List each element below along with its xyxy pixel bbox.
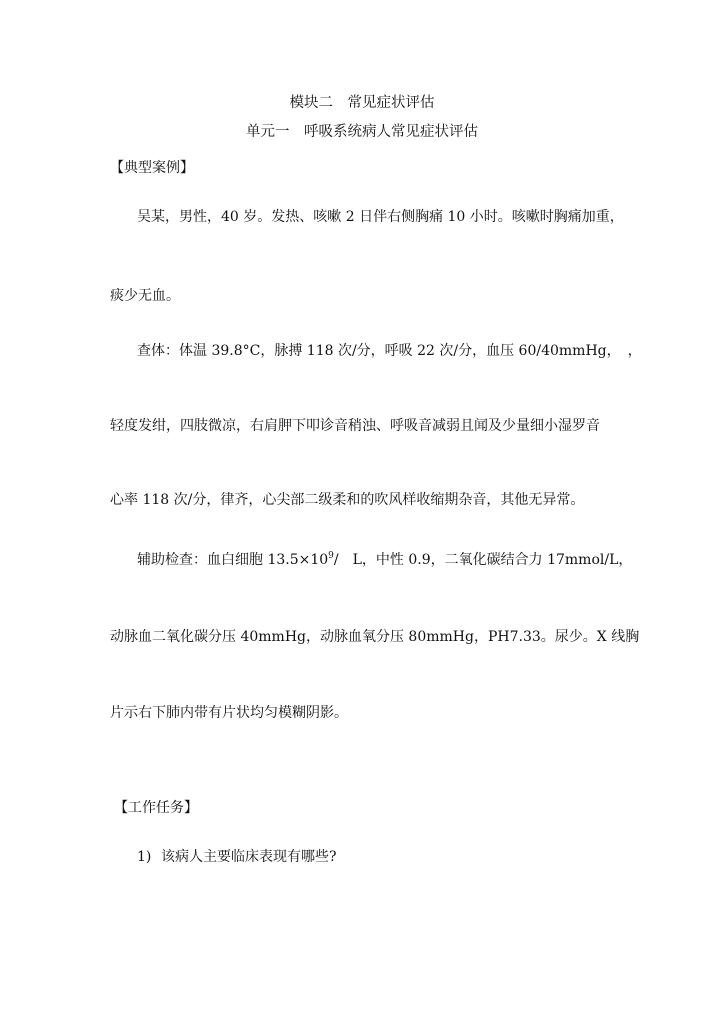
- aux-exam-text: 辅助检查：血白细胞 13.5×10: [137, 552, 329, 568]
- task-number: 1): [137, 849, 152, 865]
- case-paragraph-line: 吴某，男性，40 岁。发热、咳嗽 2 日伴右侧胸痛 10 小时。咳嗽时胸痛加重，: [137, 209, 624, 225]
- case-paragraph-line: 痰少无血。: [110, 288, 180, 304]
- aux-exam-line: 片示右下肺内带有片状均匀模糊阴影。: [110, 705, 348, 721]
- exam-paragraph-line: 轻度发绀，四肢微凉，右肩胛下叩诊音稍浊、呼吸音减弱且闻及少量细小湿罗音: [110, 418, 600, 434]
- exam-paragraph-line: 心率 118 次/分，律齐，心尖部二级柔和的吹风样收缩期杂音，其他无异常。: [110, 492, 585, 508]
- module-title: 模块二 常见症状评估: [289, 95, 435, 111]
- unit-title: 单元一 呼吸系统病人常见症状评估: [246, 124, 478, 140]
- task-text: 该病人主要临床表现有哪些?: [161, 849, 337, 865]
- aux-exam-text-rest: / L，中性 0.9，二氧化碳结合力 17mmol/L，: [333, 552, 633, 568]
- aux-exam-line: 动脉血二氧化碳分压 40mmHg，动脉血氧分压 80mmHg，PH7.33。尿少。X 线胸: [110, 629, 640, 645]
- task-item: [137, 848, 337, 866]
- aux-exam-line: [137, 551, 632, 569]
- exponent: 9: [328, 551, 334, 561]
- task-heading: 【工作任务】: [114, 800, 198, 816]
- case-heading: 【典型案例】: [110, 160, 194, 176]
- exam-paragraph-line: 查体：体温 39.8°C，脉搏 118 次/分，呼吸 22 次/分，血压 60/40mmHg， ，: [137, 343, 642, 359]
